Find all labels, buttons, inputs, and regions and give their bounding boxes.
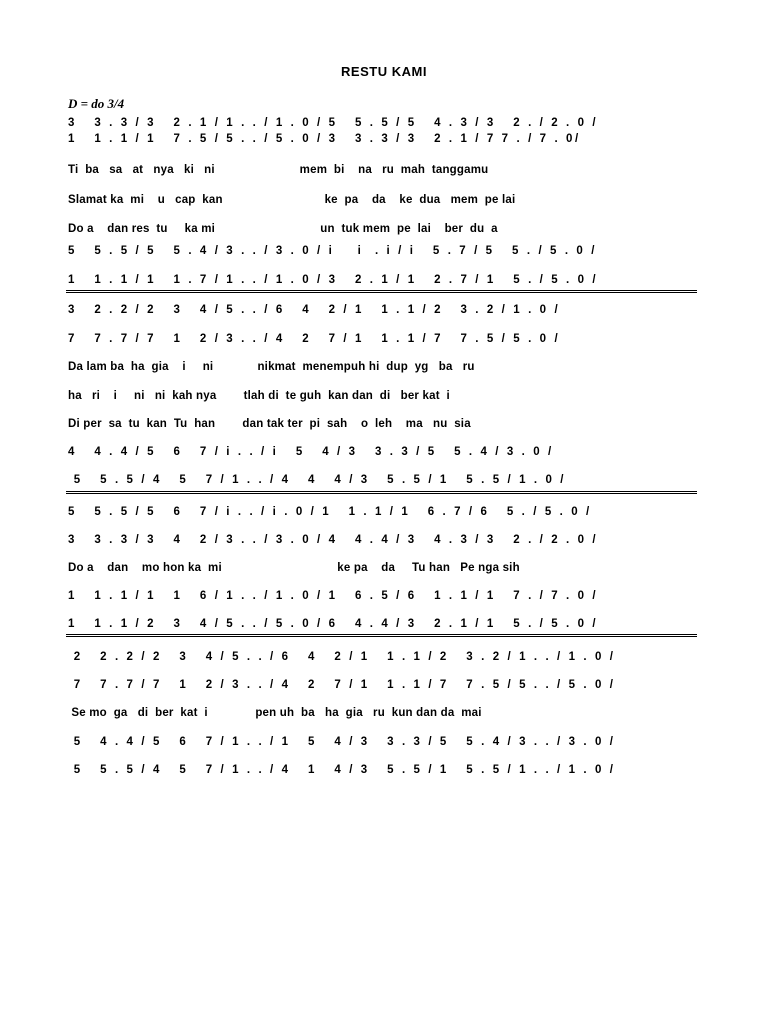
lyric-line: Do a dan mo hon ka mi ke pa da Tu han Pe nga sih xyxy=(68,562,520,574)
notation-line: 3 3 . 3 / 3 2 . 1 / 1 . . / 1 . 0 / 5 5 . 5 / 5 4 . 3 / 3 2 . / 2 . 0 / xyxy=(68,117,599,129)
notation-line: 3 2 . 2 / 2 3 4 / 5 . . / 6 4 2 / 1 1 . 1 / 2 3 . 2 / 1 . 0 / xyxy=(68,304,561,316)
song-title: RESTU KAMI xyxy=(341,64,427,79)
notation-line: 5 5 . 5 / 4 5 7 / 1 . . / 4 1 4 / 3 5 . 5 / 1 5 . 5 / 1 . . / 1 . 0 / xyxy=(68,764,616,776)
key-signature: D = do 3/4 xyxy=(68,96,125,111)
notation-line: 1 1 . 1 / 1 1 6 / 1 . . / 1 . 0 / 1 6 . 5 / 6 1 . 1 / 1 7 . / 7 . 0 / xyxy=(68,590,599,602)
lyric-line: Se mo ga di ber kat i pen uh ba ha gia ru kun dan da mai xyxy=(68,707,482,719)
section-divider xyxy=(66,634,697,637)
notation-line: 5 5 . 5 / 5 5 . 4 / 3 . . / 3 . 0 / i i . i / i 5 . 7 / 5 5 . / 5 . 0 / xyxy=(68,245,598,257)
lyric-line: Ti ba sa at nya ki ni mem bi na ru mah tanggamu xyxy=(68,164,489,176)
notation-line: 4 4 . 4 / 5 6 7 / i . . / i 5 4 / 3 3 . 3 / 5 5 . 4 / 3 . 0 / xyxy=(68,446,554,458)
section-divider xyxy=(66,491,697,494)
notation-line: 5 4 . 4 / 5 6 7 / 1 . . / 1 5 4 / 3 3 . 3 / 5 5 . 4 / 3 . . / 3 . 0 / xyxy=(68,736,616,748)
notation-line: 3 3 . 3 / 3 4 2 / 3 . . / 3 . 0 / 4 4 . 4 / 3 4 . 3 / 3 2 . / 2 . 0 / xyxy=(68,534,599,546)
notation-line: 5 5 . 5 / 5 6 7 / i . . / i . 0 / 1 1 . 1 / 1 6 . 7 / 6 5 . / 5 . 0 / xyxy=(68,506,592,518)
lyric-line: Di per sa tu kan Tu han dan tak ter pi sah o leh ma nu sia xyxy=(68,418,471,430)
notation-line: 1 1 . 1 / 2 3 4 / 5 . . / 5 . 0 / 6 4 . 4 / 3 2 . 1 / 1 5 . / 5 . 0 / xyxy=(68,618,599,630)
notation-line: 7 7 . 7 / 7 1 2 / 3 . . / 4 2 7 / 1 1 . 1 / 7 7 . 5 / 5 . . / 5 . 0 / xyxy=(68,679,616,691)
notation-line: 7 7 . 7 / 7 1 2 / 3 . . / 4 2 7 / 1 1 . 1 / 7 7 . 5 / 5 . 0 / xyxy=(68,333,561,345)
section-divider xyxy=(66,290,697,293)
lyric-line: Slamat ka mi u cap kan ke pa da ke dua mem pe lai xyxy=(68,194,516,206)
notation-line: 2 2 . 2 / 2 3 4 / 5 . . / 6 4 2 / 1 1 . 1 / 2 3 . 2 / 1 . . / 1 . 0 / xyxy=(68,651,616,663)
lyric-line: ha ri i ni ni kah nya tlah di te guh kan dan di ber kat i xyxy=(68,390,450,402)
lyric-line: Da lam ba ha gia i ni nikmat menempuh hi dup yg ba ru xyxy=(68,361,475,373)
notation-line: 5 5 . 5 / 4 5 7 / 1 . . / 4 4 4 / 3 5 . 5 / 1 5 . 5 / 1 . 0 / xyxy=(68,474,567,486)
notation-line: 1 1 . 1 / 1 7 . 5 / 5 . . / 5 . 0 / 3 3 . 3 / 3 2 . 1 / 7 7 . / 7 . 0/ xyxy=(68,133,581,145)
notation-line: 1 1 . 1 / 1 1 . 7 / 1 . . / 1 . 0 / 3 2 . 1 / 1 2 . 7 / 1 5 . / 5 . 0 / xyxy=(68,274,599,286)
lyric-line: Do a dan res tu ka mi un tuk mem pe lai ber du a xyxy=(68,223,498,235)
